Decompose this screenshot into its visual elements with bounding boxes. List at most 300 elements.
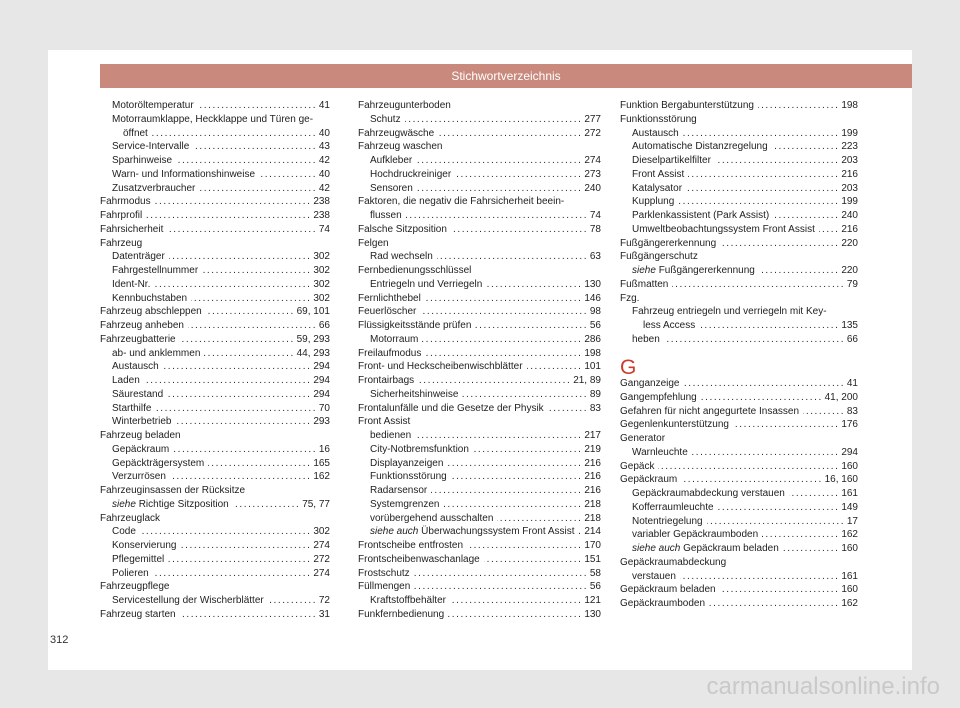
dot-leader	[733, 418, 837, 432]
entry-label	[632, 154, 711, 168]
entry-term: Sparhinweise	[112, 155, 173, 166]
index-entry	[100, 223, 330, 237]
index-entry	[100, 237, 330, 251]
index-entry	[358, 223, 601, 237]
entry-label	[370, 457, 443, 471]
entry-label	[112, 525, 136, 539]
index-subentry	[358, 512, 601, 526]
index-entry	[620, 405, 858, 419]
entry-term: Ganganzeige	[620, 378, 680, 389]
entry-label	[632, 182, 682, 196]
entry-term: Überwachungssystem Front Assist	[421, 526, 575, 538]
entry-label	[100, 223, 163, 237]
dot-leader	[759, 264, 837, 278]
header-band	[100, 64, 912, 88]
dot-leader	[180, 333, 293, 347]
dot-leader	[718, 501, 838, 515]
entry-label	[632, 528, 758, 542]
index-subentry	[620, 182, 858, 196]
entry-term: Fahrzeuglack	[100, 512, 161, 524]
entry-label	[112, 113, 313, 127]
index-entry	[100, 608, 330, 622]
entry-label	[112, 278, 150, 292]
dot-leader	[758, 99, 837, 113]
entry-label	[112, 292, 187, 306]
page-numbers: 16, 160	[824, 474, 858, 486]
dot-leader	[168, 553, 309, 567]
index-entry	[620, 460, 858, 474]
entry-label	[370, 525, 575, 539]
dot-leader	[206, 305, 293, 319]
index-subentry	[100, 250, 330, 264]
entry-label	[358, 374, 414, 388]
index-subentry	[620, 140, 858, 154]
entry-label	[358, 608, 444, 622]
page-numbers: 135	[841, 320, 858, 331]
entry-term: Umweltbeobachtungssystem Front Assist	[632, 223, 815, 235]
index-entry	[358, 140, 601, 154]
index-subentry	[620, 515, 858, 529]
page-numbers: 17	[846, 515, 858, 527]
dot-leader	[497, 512, 580, 526]
entry-term: Datenträger	[112, 251, 165, 263]
entry-label	[358, 402, 544, 416]
entry-term: ab- und anklemmen	[112, 347, 201, 359]
entry-label	[620, 583, 716, 597]
page-numbers: 75, 77	[302, 498, 330, 510]
index-subentry	[100, 278, 330, 292]
page-numbers: 203	[841, 155, 858, 166]
dot-leader	[418, 374, 569, 388]
dot-leader	[425, 292, 581, 306]
index-entry	[358, 319, 601, 333]
dot-leader	[447, 457, 580, 471]
index-entry	[358, 127, 601, 141]
entry-label	[123, 127, 148, 141]
entry-label	[632, 487, 785, 501]
entry-label	[620, 418, 729, 432]
dot-leader	[173, 443, 315, 457]
dot-leader	[199, 182, 315, 196]
page-numbers: 63	[589, 251, 601, 263]
dot-leader	[422, 333, 580, 347]
entry-label	[620, 391, 697, 405]
entry-label	[112, 498, 229, 512]
page-numbers: 216	[841, 223, 858, 235]
entry-term: Systemgrenzen	[370, 498, 440, 510]
entry-term: Fahrzeuginsassen der Rücksitze	[100, 485, 246, 496]
index-subentry	[620, 542, 858, 556]
entry-label	[112, 168, 255, 182]
entry-label	[620, 460, 654, 474]
page-numbers: 16	[318, 443, 330, 455]
entry-term: Kennbuchstaben	[112, 292, 188, 304]
page-numbers: 56	[589, 581, 601, 593]
entry-term: Code	[112, 526, 136, 538]
index-entry	[100, 512, 330, 526]
entry-label	[100, 333, 176, 347]
page-numbers: 89	[589, 388, 601, 400]
dot-leader	[462, 388, 585, 402]
entry-label	[100, 608, 176, 622]
dot-leader	[414, 580, 586, 594]
entry-term: Starthilfe	[112, 402, 152, 414]
page-numbers: 273	[584, 168, 601, 180]
page-numbers: 223	[841, 141, 858, 153]
entry-term: Kraftstoffbehälter	[370, 595, 446, 606]
entry-label	[112, 99, 194, 113]
dot-leader	[208, 457, 309, 471]
entry-term: Falsche Sitzposition	[358, 223, 447, 235]
index-subentry	[358, 457, 601, 471]
entry-term: Konservierung	[112, 540, 177, 551]
index-subentry	[620, 127, 858, 141]
entry-term: Fußgängererkennung	[620, 237, 717, 249]
index-subentry	[358, 333, 601, 347]
index-subentry	[620, 305, 858, 319]
page-numbers: 217	[584, 430, 601, 441]
entry-term: City-Notbremsfunktion	[370, 443, 469, 455]
dot-leader	[803, 405, 843, 419]
dot-leader	[448, 608, 580, 622]
page-numbers: 21, 89	[573, 375, 601, 386]
entry-label	[632, 127, 679, 141]
entry-term: Füllmengen	[358, 581, 411, 593]
entry-term: Sicherheitshinweise	[370, 388, 459, 400]
index-entry	[358, 99, 601, 113]
index-entry	[358, 264, 601, 278]
entry-term: Front- und Heckscheibenwischblätter	[358, 361, 523, 373]
dot-leader	[144, 374, 310, 388]
index-subentry	[620, 209, 858, 223]
index-subentry	[358, 154, 601, 168]
entry-label	[112, 443, 169, 457]
page-numbers: 146	[584, 292, 601, 304]
page-numbers: 151	[584, 553, 601, 565]
see-reference: siehe auch	[370, 526, 419, 538]
index-entry	[358, 237, 601, 251]
page-numbers: 302	[313, 265, 330, 276]
index-entry	[358, 402, 601, 416]
entry-term: flussen	[370, 210, 402, 221]
entry-label	[620, 556, 726, 570]
page-numbers: 216	[584, 471, 601, 483]
index-subentry	[100, 567, 330, 581]
index-subentry	[100, 539, 330, 553]
dot-leader	[175, 415, 309, 429]
page-numbers: 70	[318, 402, 330, 414]
index-subentry	[100, 113, 330, 127]
entry-label	[632, 333, 660, 347]
dot-leader	[155, 195, 310, 209]
entry-label	[112, 594, 264, 608]
entry-term: Hochdruckreiniger	[370, 168, 452, 180]
entry-label	[112, 388, 163, 402]
index-entry	[620, 278, 858, 292]
index-subentry	[358, 443, 601, 457]
entry-label	[358, 195, 564, 209]
entry-term: variabler Gepäckraumboden	[632, 529, 759, 541]
entry-label	[100, 305, 202, 319]
page-numbers: 198	[841, 100, 858, 111]
entry-term: Motorraumklappe, Heckklappe und Türen ge-	[112, 113, 314, 125]
index-subentry	[620, 570, 858, 584]
entry-term: Frontairbags	[358, 375, 415, 386]
entry-label	[370, 512, 493, 526]
page-numbers: 302	[313, 292, 330, 304]
entry-label	[112, 415, 171, 429]
page-numbers: 294	[841, 446, 858, 458]
entry-term: Fahrzeug beladen	[100, 430, 181, 441]
entry-term: Gefahren für nicht angegurtete Insassen	[620, 405, 800, 417]
page-numbers: 74	[589, 210, 601, 221]
dot-leader	[467, 539, 580, 553]
dot-leader	[443, 498, 580, 512]
letter-heading: G	[620, 355, 637, 379]
index-subentry	[358, 182, 601, 196]
index-column-2	[358, 99, 601, 622]
index-subentry	[100, 127, 330, 141]
dot-leader	[202, 264, 309, 278]
entry-term: Fahrmodus	[100, 196, 151, 208]
entry-label	[112, 347, 200, 361]
entry-label	[620, 377, 680, 391]
entry-term: Gepäckträgersystem	[112, 457, 205, 469]
entry-label	[632, 305, 827, 319]
page-numbers: 203	[841, 182, 858, 194]
page-numbers: 101	[584, 361, 601, 373]
page-numbers: 238	[313, 210, 330, 221]
page-numbers: 274	[313, 540, 330, 551]
entry-term: Fußmatten	[620, 278, 669, 290]
entry-label	[358, 553, 480, 567]
watermark: carmanualsonline.info	[706, 673, 940, 700]
index-entry	[100, 305, 330, 319]
entry-label	[112, 567, 149, 581]
entry-label	[632, 140, 768, 154]
entry-term: Entriegeln und Verriegeln	[370, 278, 483, 290]
dot-leader	[140, 525, 309, 539]
entry-term: Generator	[620, 433, 666, 444]
page-title: Stichwortverzeichnis	[451, 69, 561, 83]
page-number: 312	[50, 634, 69, 646]
entry-label	[358, 415, 410, 429]
entry-label	[100, 195, 151, 209]
entry-term: Funktion Bergabunterstützung	[620, 100, 754, 111]
page-numbers: 176	[841, 419, 858, 431]
entry-label	[632, 446, 688, 460]
index-entry	[358, 608, 601, 622]
entry-term: Schutz	[370, 113, 401, 125]
entry-label	[112, 402, 151, 416]
index-subentry	[358, 113, 601, 127]
entry-term: Frontalunfälle und die Gesetze der Physik	[358, 402, 544, 414]
dot-leader	[152, 127, 315, 141]
page-numbers: 162	[841, 598, 858, 609]
entry-label	[358, 223, 447, 237]
entry-term: bedienen	[370, 430, 412, 441]
entry-term: Sensoren	[370, 182, 413, 194]
entry-label	[370, 113, 401, 127]
entry-label	[370, 429, 411, 443]
entry-term: Laden	[112, 375, 140, 386]
entry-label	[100, 580, 170, 594]
dot-leader	[420, 305, 586, 319]
entry-label	[100, 319, 184, 333]
index-entry	[358, 415, 601, 429]
page-numbers: 218	[584, 498, 601, 510]
index-entry	[358, 374, 601, 388]
dot-leader	[772, 140, 838, 154]
index-subentry	[100, 374, 330, 388]
entry-label	[112, 182, 195, 196]
page-numbers: 149	[841, 501, 858, 513]
dot-leader	[405, 113, 581, 127]
page-numbers: 41	[846, 378, 858, 389]
see-reference: siehe auch	[632, 543, 681, 554]
dot-leader	[707, 515, 843, 529]
dot-leader	[720, 583, 838, 597]
dot-leader	[720, 237, 837, 251]
index-subentry	[100, 594, 330, 608]
page-numbers: 83	[589, 402, 601, 414]
dot-leader	[188, 319, 315, 333]
page-numbers: 274	[584, 155, 601, 166]
entry-term: Gepäckraum beladen	[620, 584, 716, 596]
page-numbers: 161	[841, 570, 858, 582]
index-subentry	[100, 292, 330, 306]
page-numbers: 78	[589, 223, 601, 235]
entry-label	[358, 99, 451, 113]
index-subentry	[100, 457, 330, 471]
entry-label	[358, 264, 471, 278]
page-numbers: 302	[313, 278, 330, 290]
entry-label	[100, 209, 142, 223]
dot-leader	[417, 182, 581, 196]
page-numbers: 160	[841, 543, 858, 554]
index-entry	[620, 391, 858, 405]
page-numbers: 160	[841, 460, 858, 472]
page-numbers: 302	[313, 251, 330, 263]
entry-label	[370, 388, 458, 402]
entry-term: Frontscheibe entfrosten	[358, 540, 464, 551]
index-subentry	[100, 553, 330, 567]
entry-term: Gepäckraum beladen	[683, 543, 779, 554]
dot-leader	[709, 597, 837, 611]
dot-leader	[414, 567, 586, 581]
page-numbers: 66	[318, 320, 330, 331]
dot-leader	[688, 168, 837, 182]
dot-leader	[416, 154, 580, 168]
index-subentry	[100, 388, 330, 402]
dot-leader	[451, 470, 581, 484]
page-numbers: 238	[313, 196, 330, 208]
entry-label	[100, 237, 142, 251]
index-entry	[620, 292, 858, 306]
entry-label	[100, 512, 160, 526]
index-subentry	[100, 264, 330, 278]
page-numbers: 277	[584, 113, 601, 125]
entry-term: Fußgängerschutz	[620, 251, 698, 263]
dot-leader	[699, 319, 837, 333]
entry-label	[370, 470, 447, 484]
entry-label	[358, 140, 443, 154]
dot-leader	[425, 347, 580, 361]
page-numbers: 199	[841, 196, 858, 208]
page-numbers: 170	[584, 540, 601, 551]
entry-term: Notentriegelung	[632, 515, 703, 527]
index-subentry	[358, 388, 601, 402]
see-reference: siehe	[632, 265, 656, 276]
entry-term: Fernlichthebel	[358, 292, 421, 304]
dot-leader	[664, 333, 843, 347]
page-numbers: 72	[318, 595, 330, 606]
index-subentry	[100, 168, 330, 182]
entry-term: Warn- und Informationshinweise	[112, 168, 256, 180]
entry-term: Katalysator	[632, 182, 683, 194]
index-subentry	[620, 501, 858, 515]
entry-label	[112, 140, 189, 154]
entry-term: Gepäckraum	[620, 474, 678, 486]
index-subentry	[100, 402, 330, 416]
entry-label	[632, 501, 714, 515]
dot-leader	[176, 154, 315, 168]
dot-leader	[438, 127, 580, 141]
entry-label	[632, 542, 779, 556]
index-subentry	[358, 168, 601, 182]
index-subentry	[358, 250, 601, 264]
entry-label	[370, 154, 412, 168]
entry-term: Fahrzeug anheben	[100, 320, 184, 331]
page-numbers: 218	[584, 512, 601, 524]
index-entry	[620, 377, 858, 391]
entry-label	[370, 443, 469, 457]
entry-term: Gegenlenkunterstützung	[620, 419, 729, 431]
entry-term: Ident-Nr.	[112, 278, 151, 290]
entry-label	[370, 594, 446, 608]
dot-leader	[475, 319, 585, 333]
entry-label	[632, 223, 815, 237]
see-reference: siehe	[112, 498, 136, 510]
index-subentry	[358, 278, 601, 292]
entry-label	[358, 305, 416, 319]
entry-term: Rad wechseln	[370, 251, 433, 263]
entry-label	[620, 292, 639, 306]
dot-leader	[789, 487, 837, 501]
entry-label	[112, 457, 204, 471]
entry-label	[632, 195, 674, 209]
page-numbers: 79	[846, 278, 858, 290]
entry-term: Motorraum	[370, 333, 419, 345]
dot-leader	[233, 498, 298, 512]
entry-label	[358, 567, 410, 581]
index-entry	[358, 539, 601, 553]
entry-term: Fahrzeug starten	[100, 608, 176, 620]
index-subentry	[358, 484, 601, 498]
index-subentry	[620, 487, 858, 501]
dot-leader	[783, 542, 838, 556]
entry-label	[112, 154, 172, 168]
index-subentry	[620, 319, 858, 333]
entry-label	[100, 429, 181, 443]
dot-leader	[579, 525, 581, 539]
index-entry	[100, 484, 330, 498]
entry-term: Gepäckraumabdeckung verstauen	[632, 488, 785, 499]
entry-label	[632, 168, 684, 182]
index-entry	[100, 429, 330, 443]
page-numbers: 216	[841, 168, 858, 180]
page-numbers: 302	[313, 526, 330, 538]
